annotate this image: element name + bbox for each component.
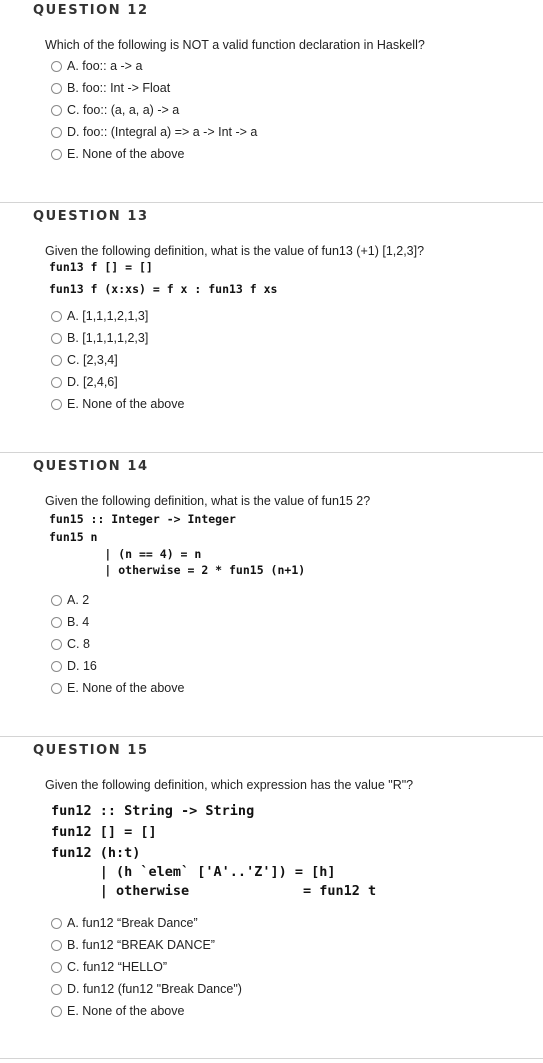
- question-15-text: Given the following definition, which expression has the value "R"?: [45, 778, 414, 792]
- option-label: C. 8: [67, 637, 90, 651]
- question-13-text: Given the following definition, what is the value of fun13 (+1) [1,2,3]?: [45, 244, 425, 258]
- question-15-option-a[interactable]: [51, 915, 198, 931]
- radio-button[interactable]: [51, 1006, 62, 1017]
- question-14-text: Given the following definition, what is the value of fun15 2?: [45, 494, 371, 508]
- radio-button[interactable]: [51, 61, 62, 72]
- question-12-option-e[interactable]: [51, 146, 184, 162]
- radio-button[interactable]: [51, 661, 62, 672]
- code-line: fun15 n: [49, 530, 98, 544]
- radio-button[interactable]: [51, 127, 62, 138]
- radio-button[interactable]: [51, 984, 62, 995]
- radio-button[interactable]: [51, 311, 62, 322]
- radio-button[interactable]: [51, 355, 62, 366]
- radio-button[interactable]: [51, 940, 62, 951]
- question-13-option-b[interactable]: [51, 330, 148, 346]
- option-label: B. 4: [67, 615, 90, 629]
- option-label: D. 16: [67, 659, 97, 673]
- question-15-option-d[interactable]: [51, 981, 242, 997]
- option-label: A. [1,1,1,2,1,3]: [67, 309, 149, 323]
- radio-button[interactable]: [51, 149, 62, 160]
- option-label: E. None of the above: [67, 147, 185, 161]
- question-14-header: QUESTION 14: [33, 459, 149, 474]
- question-13-option-e[interactable]: [51, 396, 184, 412]
- option-label: A. foo:: a -> a: [67, 59, 143, 73]
- option-label: D. fun12 (fun12 "Break Dance"): [67, 982, 242, 996]
- code-line: fun12 :: String -> String: [51, 803, 255, 819]
- radio-button[interactable]: [51, 639, 62, 650]
- code-line: fun15 :: Integer -> Integer: [49, 512, 236, 526]
- question-12-option-d[interactable]: [51, 124, 257, 140]
- question-14-option-d[interactable]: [51, 658, 97, 674]
- question-14-option-b[interactable]: [51, 614, 89, 630]
- question-13-header: QUESTION 13: [33, 209, 149, 224]
- radio-button[interactable]: [51, 105, 62, 116]
- section-divider: [0, 736, 543, 737]
- question-14-option-e[interactable]: [51, 680, 184, 696]
- code-line: | otherwise = fun12 t: [51, 883, 377, 899]
- radio-button[interactable]: [51, 377, 62, 388]
- option-label: E. None of the above: [67, 1004, 185, 1018]
- option-label: D. foo:: (Integral a) => a -> Int -> a: [67, 125, 258, 139]
- radio-button[interactable]: [51, 399, 62, 410]
- question-12-option-a[interactable]: [51, 58, 142, 74]
- radio-button[interactable]: [51, 683, 62, 694]
- question-13-option-d[interactable]: [51, 374, 118, 390]
- radio-button[interactable]: [51, 83, 62, 94]
- question-13-option-c[interactable]: [51, 352, 118, 368]
- code-line: | (n == 4) = n: [49, 547, 202, 561]
- code-line: | (h `elem` ['A'..'Z']) = [h]: [51, 864, 336, 880]
- question-15-option-b[interactable]: [51, 937, 215, 953]
- radio-button[interactable]: [51, 595, 62, 606]
- section-divider: [0, 1058, 543, 1059]
- option-label: B. foo:: Int -> Float: [67, 81, 171, 95]
- option-label: E. None of the above: [67, 397, 185, 411]
- option-label: D. [2,4,6]: [67, 375, 118, 389]
- section-divider: [0, 452, 543, 453]
- option-label: B. [1,1,1,1,2,3]: [67, 331, 149, 345]
- question-12-option-b[interactable]: [51, 80, 170, 96]
- question-12-option-c[interactable]: [51, 102, 179, 118]
- question-14-option-a[interactable]: [51, 592, 89, 608]
- radio-button[interactable]: [51, 962, 62, 973]
- option-label: A. fun12 “Break Dance”: [67, 916, 198, 930]
- question-15-option-e[interactable]: [51, 1003, 184, 1019]
- question-15-header: QUESTION 15: [33, 743, 149, 758]
- code-line: fun13 f [] = []: [49, 260, 153, 274]
- question-13-option-a[interactable]: [51, 308, 148, 324]
- question-12-header: QUESTION 12: [33, 3, 149, 18]
- code-line: fun13 f (x:xs) = f x : fun13 f xs: [49, 282, 278, 296]
- section-divider: [0, 202, 543, 203]
- option-label: C. [2,3,4]: [67, 353, 118, 367]
- code-line: fun12 (h:t): [51, 845, 141, 861]
- option-label: E. None of the above: [67, 681, 185, 695]
- option-label: B. fun12 “BREAK DANCE”: [67, 938, 215, 952]
- code-line: | otherwise = 2 * fun15 (n+1): [49, 563, 306, 577]
- radio-button[interactable]: [51, 918, 62, 929]
- option-label: C. foo:: (a, a, a) -> a: [67, 103, 180, 117]
- question-12-text: Which of the following is NOT a valid function declaration in Haskell?: [45, 38, 425, 52]
- question-14-option-c[interactable]: [51, 636, 90, 652]
- option-label: A. 2: [67, 593, 90, 607]
- option-label: C. fun12 “HELLO”: [67, 960, 168, 974]
- radio-button[interactable]: [51, 333, 62, 344]
- question-15-option-c[interactable]: [51, 959, 167, 975]
- radio-button[interactable]: [51, 617, 62, 628]
- code-line: fun12 [] = []: [51, 824, 157, 840]
